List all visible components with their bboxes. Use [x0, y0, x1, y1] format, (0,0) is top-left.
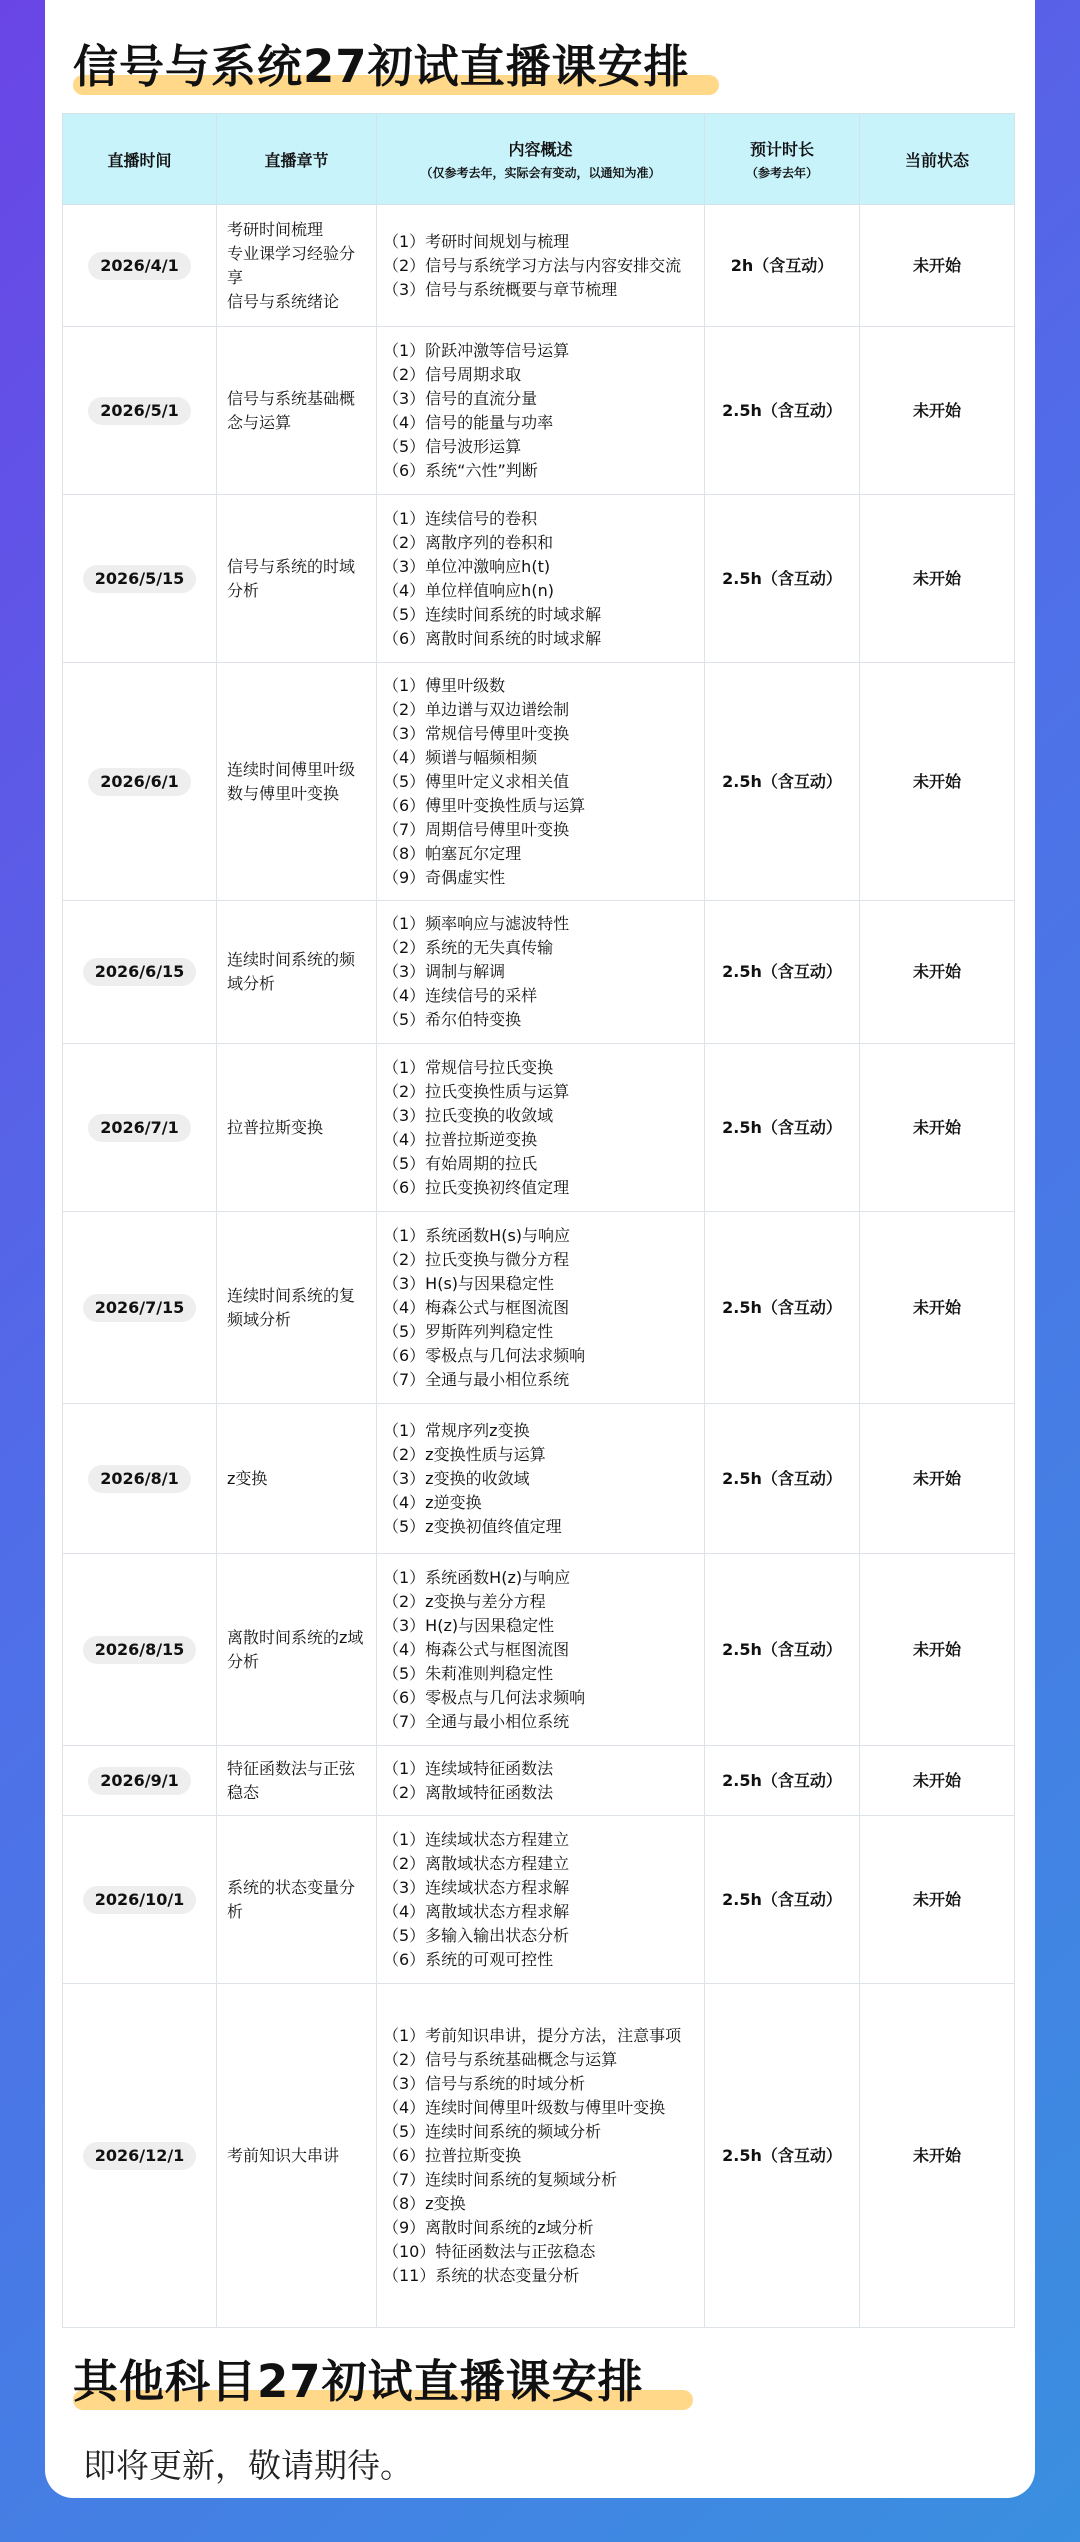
row-date-cell [63, 901, 217, 1044]
content-item: （7）周期信号傅里叶变换 [383, 819, 570, 839]
row-content [377, 1984, 705, 2328]
row-duration: 2.5h（含互动） [705, 1212, 860, 1404]
content-item: （2）离散序列的卷积和 [383, 532, 554, 552]
content-item: （1）考前知识串讲，提分方法，注意事项 [383, 2025, 682, 2045]
row-date-cell [63, 1816, 217, 1984]
row-chapter: 离散时间系统的z域分析 [217, 1554, 377, 1746]
content-item: （6）系统的可观可控性 [383, 1949, 554, 1969]
content-item: （7）连续时间系统的复频域分析 [383, 2169, 618, 2189]
date-badge: 2026/6/1 [88, 768, 190, 796]
date-badge: 2026/4/1 [88, 252, 190, 280]
table-row [63, 1554, 1015, 1746]
row-date-cell [63, 1212, 217, 1404]
row-chapter: 信号与系统基础概念与运算 [217, 327, 377, 495]
content-item: （2）系统的无失真传输 [383, 938, 554, 957]
row-date-cell [63, 663, 217, 901]
date-badge: 2026/8/1 [88, 1465, 190, 1493]
content-item: （4）信号的能量与功率 [383, 412, 554, 432]
content-item: （5）连续时间系统的频域分析 [383, 2121, 602, 2141]
date-badge: 2026/6/15 [83, 958, 197, 986]
row-date-cell [63, 1746, 217, 1816]
date-badge: 2026/12/1 [83, 2142, 197, 2170]
table-row [63, 1404, 1015, 1554]
content-item: （3）信号与系统概要与章节梳理 [383, 279, 618, 299]
content-item: （6）傅里叶变换性质与运算 [383, 795, 586, 815]
content-item: （5）z变换初值终值定理 [383, 1516, 562, 1536]
row-content [377, 1404, 705, 1554]
date-badge: 2026/9/1 [88, 1767, 190, 1795]
row-content [377, 901, 705, 1044]
row-duration: 2.5h（含互动） [705, 1044, 860, 1212]
table-row [63, 327, 1015, 495]
content-item: （3）常规信号傅里叶变换 [383, 723, 570, 743]
row-status: 未开始 [860, 495, 1015, 663]
content-item: （5）有始周期的拉氏 [383, 1153, 538, 1173]
content-item: （4）连续时间傅里叶级数与傅里叶变换 [383, 2097, 666, 2117]
schedule-table [62, 113, 1015, 2328]
content-item: （7）全通与最小相位系统 [383, 1369, 570, 1389]
content-item: （1）连续域特征函数法 [383, 1758, 554, 1778]
table-row [63, 1984, 1015, 2328]
row-duration: 2.5h（含互动） [705, 901, 860, 1044]
other-subjects-title-text: 其他科目27初试直播课安排 [73, 2355, 644, 2408]
row-duration: 2.5h（含互动） [705, 327, 860, 495]
content-item: （6）系统“六性”判断 [383, 460, 538, 480]
row-status: 未开始 [860, 1404, 1015, 1554]
content-item: （8）帕塞瓦尔定理 [383, 843, 522, 863]
content-item: （9）离散时间系统的z域分析 [383, 2217, 594, 2237]
content-item: （3）单位冲激响应h(t) [383, 556, 551, 576]
row-date-cell [63, 1984, 217, 2328]
row-date-cell [63, 1404, 217, 1554]
other-subjects-title [73, 2345, 644, 2410]
content-item: （2）z变换性质与运算 [383, 1444, 546, 1464]
content-item: （2）信号与系统学习方法与内容安排交流 [383, 255, 682, 275]
row-duration: 2.5h（含互动） [705, 495, 860, 663]
content-item: （5）连续时间系统的时域求解 [383, 604, 602, 624]
content-item: （1）系统函数H(s)与响应 [383, 1225, 571, 1245]
row-date-cell [63, 205, 217, 327]
content-item: （3）H(s)与因果稳定性 [383, 1273, 555, 1293]
content-item: （4）离散域状态方程求解 [383, 1901, 570, 1921]
content-item: （3）调制与解调 [383, 962, 506, 981]
row-content [377, 1746, 705, 1816]
content-item: （2）离散域特征函数法 [383, 1782, 554, 1802]
content-item: （4）频谱与幅频相频 [383, 747, 538, 767]
row-chapter: 信号与系统的时域分析 [217, 495, 377, 663]
row-status: 未开始 [860, 1984, 1015, 2328]
header-chapter: 直播章节 [217, 114, 377, 205]
table-row [63, 495, 1015, 663]
content-item: （4）梅森公式与框图流图 [383, 1639, 570, 1659]
content-item: （1）傅里叶级数 [383, 675, 506, 695]
content-item: （1）系统函数H(z)与响应 [383, 1567, 571, 1587]
content-item: （1）阶跃冲激等信号运算 [383, 340, 570, 360]
row-date-cell [63, 1554, 217, 1746]
schedule-card [45, 0, 1035, 2498]
content-item: （3）信号与系统的时域分析 [383, 2073, 586, 2093]
row-content [377, 495, 705, 663]
table-header-row [63, 114, 1015, 205]
row-date-cell [63, 495, 217, 663]
content-item: （4）单位样值响应h(n) [383, 580, 554, 600]
content-item: （1）常规信号拉氏变换 [383, 1057, 554, 1077]
row-duration: 2h（含互动） [705, 205, 860, 327]
date-badge: 2026/7/1 [88, 1114, 190, 1142]
content-item: （6）拉氏变换初终值定理 [383, 1177, 570, 1197]
row-content [377, 327, 705, 495]
row-content [377, 205, 705, 327]
row-status: 未开始 [860, 1746, 1015, 1816]
row-status: 未开始 [860, 1044, 1015, 1212]
content-item: （5）傅里叶定义求相关值 [383, 771, 570, 791]
content-item: （2）离散域状态方程建立 [383, 1853, 570, 1873]
row-chapter: 考研时间梳理 专业课学习经验分享 信号与系统绪论 [217, 205, 377, 327]
page-title [73, 30, 690, 95]
header-status: 当前状态 [860, 114, 1015, 205]
row-content [377, 1554, 705, 1746]
date-badge: 2026/5/1 [88, 397, 190, 425]
row-chapter: 拉普拉斯变换 [217, 1044, 377, 1212]
header-duration [705, 114, 860, 205]
content-item: （5）多输入输出状态分析 [383, 1925, 570, 1945]
row-status: 未开始 [860, 1554, 1015, 1746]
content-item: （10）特征函数法与正弦稳态 [383, 2241, 596, 2261]
content-item: （11）系统的状态变量分析 [383, 2265, 580, 2285]
row-date-cell [63, 327, 217, 495]
content-item: （6）零极点与几何法求频响 [383, 1345, 586, 1365]
content-item: （4）梅森公式与框图流图 [383, 1297, 570, 1317]
row-duration: 2.5h（含互动） [705, 1404, 860, 1554]
content-item: （4）z逆变换 [383, 1492, 482, 1512]
header-content-label: 内容概述 [508, 140, 573, 159]
content-item: （2）单边谱与双边谱绘制 [383, 699, 570, 719]
header-content-note: （仅参考去年，实际会有变动，以通知为准） [420, 166, 661, 180]
content-item: （2）拉氏变换性质与运算 [383, 1081, 570, 1101]
table-row [63, 1044, 1015, 1212]
content-item: （2）信号周期求取 [383, 364, 522, 384]
content-item: （4）拉普拉斯逆变换 [383, 1129, 538, 1149]
row-chapter: 特征函数法与正弦稳态 [217, 1746, 377, 1816]
content-item: （3）拉氏变换的收敛域 [383, 1105, 554, 1125]
row-content [377, 1212, 705, 1404]
coming-soon-note: 即将更新，敬请期待。 [83, 2446, 413, 2485]
date-badge: 2026/7/15 [83, 1294, 197, 1322]
content-item: （5）罗斯阵列判稳定性 [383, 1321, 554, 1341]
content-item: （6）零极点与几何法求频响 [383, 1687, 586, 1707]
content-item: （3）信号的直流分量 [383, 388, 538, 408]
content-item: （3）H(z)与因果稳定性 [383, 1615, 555, 1635]
row-content [377, 663, 705, 901]
row-duration: 2.5h（含互动） [705, 1746, 860, 1816]
date-badge: 2026/8/15 [83, 1636, 197, 1664]
content-item: （1）考研时间规划与梳理 [383, 231, 570, 251]
row-date-cell [63, 1044, 217, 1212]
row-content [377, 1044, 705, 1212]
content-item: （2）拉氏变换与微分方程 [383, 1249, 570, 1269]
page-title-text: 信号与系统27初试直播课安排 [73, 40, 690, 93]
content-item: （3）z变换的收敛域 [383, 1468, 530, 1488]
row-status: 未开始 [860, 901, 1015, 1044]
date-badge: 2026/10/1 [83, 1886, 197, 1914]
row-status: 未开始 [860, 327, 1015, 495]
content-item: （5）朱莉准则判稳定性 [383, 1663, 554, 1683]
row-content [377, 1816, 705, 1984]
content-item: （1）连续域状态方程建立 [383, 1829, 570, 1849]
row-duration: 2.5h（含互动） [705, 1554, 860, 1746]
content-item: （6）离散时间系统的时域求解 [383, 628, 602, 648]
content-item: （2）z变换与差分方程 [383, 1591, 546, 1611]
row-status: 未开始 [860, 1816, 1015, 1984]
row-status: 未开始 [860, 1212, 1015, 1404]
header-content [377, 114, 705, 205]
header-duration-note: （参考去年） [745, 166, 818, 180]
content-item: （1）连续信号的卷积 [383, 508, 538, 528]
row-chapter: 考前知识大串讲 [217, 1984, 377, 2328]
row-chapter: 连续时间系统的频域分析 [217, 901, 377, 1044]
row-duration: 2.5h（含互动） [705, 663, 860, 901]
content-item: （5）希尔伯特变换 [383, 1010, 522, 1029]
content-item: （1）常规序列z变换 [383, 1420, 530, 1440]
content-item: （4）连续信号的采样 [383, 986, 538, 1005]
content-item: （8）z变换 [383, 2193, 466, 2213]
content-item: （6）拉普拉斯变换 [383, 2145, 522, 2165]
row-chapter: 系统的状态变量分析 [217, 1816, 377, 1984]
content-item: （2）信号与系统基础概念与运算 [383, 2049, 618, 2069]
row-duration: 2.5h（含互动） [705, 1816, 860, 1984]
table-row [63, 1816, 1015, 1984]
table-row [63, 1212, 1015, 1404]
content-item: （3）连续域状态方程求解 [383, 1877, 570, 1897]
row-chapter: z变换 [217, 1404, 377, 1554]
row-status: 未开始 [860, 205, 1015, 327]
header-date: 直播时间 [63, 114, 217, 205]
row-duration: 2.5h（含互动） [705, 1984, 860, 2328]
row-chapter: 连续时间傅里叶级数与傅里叶变换 [217, 663, 377, 901]
date-badge: 2026/5/15 [83, 565, 197, 593]
table-row [63, 205, 1015, 327]
row-status: 未开始 [860, 663, 1015, 901]
row-chapter: 连续时间系统的复频域分析 [217, 1212, 377, 1404]
content-item: （1）频率响应与滤波特性 [383, 914, 570, 933]
content-item: （9）奇偶虚实性 [383, 867, 506, 887]
header-duration-label: 预计时长 [749, 140, 814, 159]
table-row [63, 1746, 1015, 1816]
table-row [63, 663, 1015, 901]
table-row [63, 901, 1015, 1044]
content-item: （5）信号波形运算 [383, 436, 522, 456]
content-item: （7）全通与最小相位系统 [383, 1711, 570, 1731]
